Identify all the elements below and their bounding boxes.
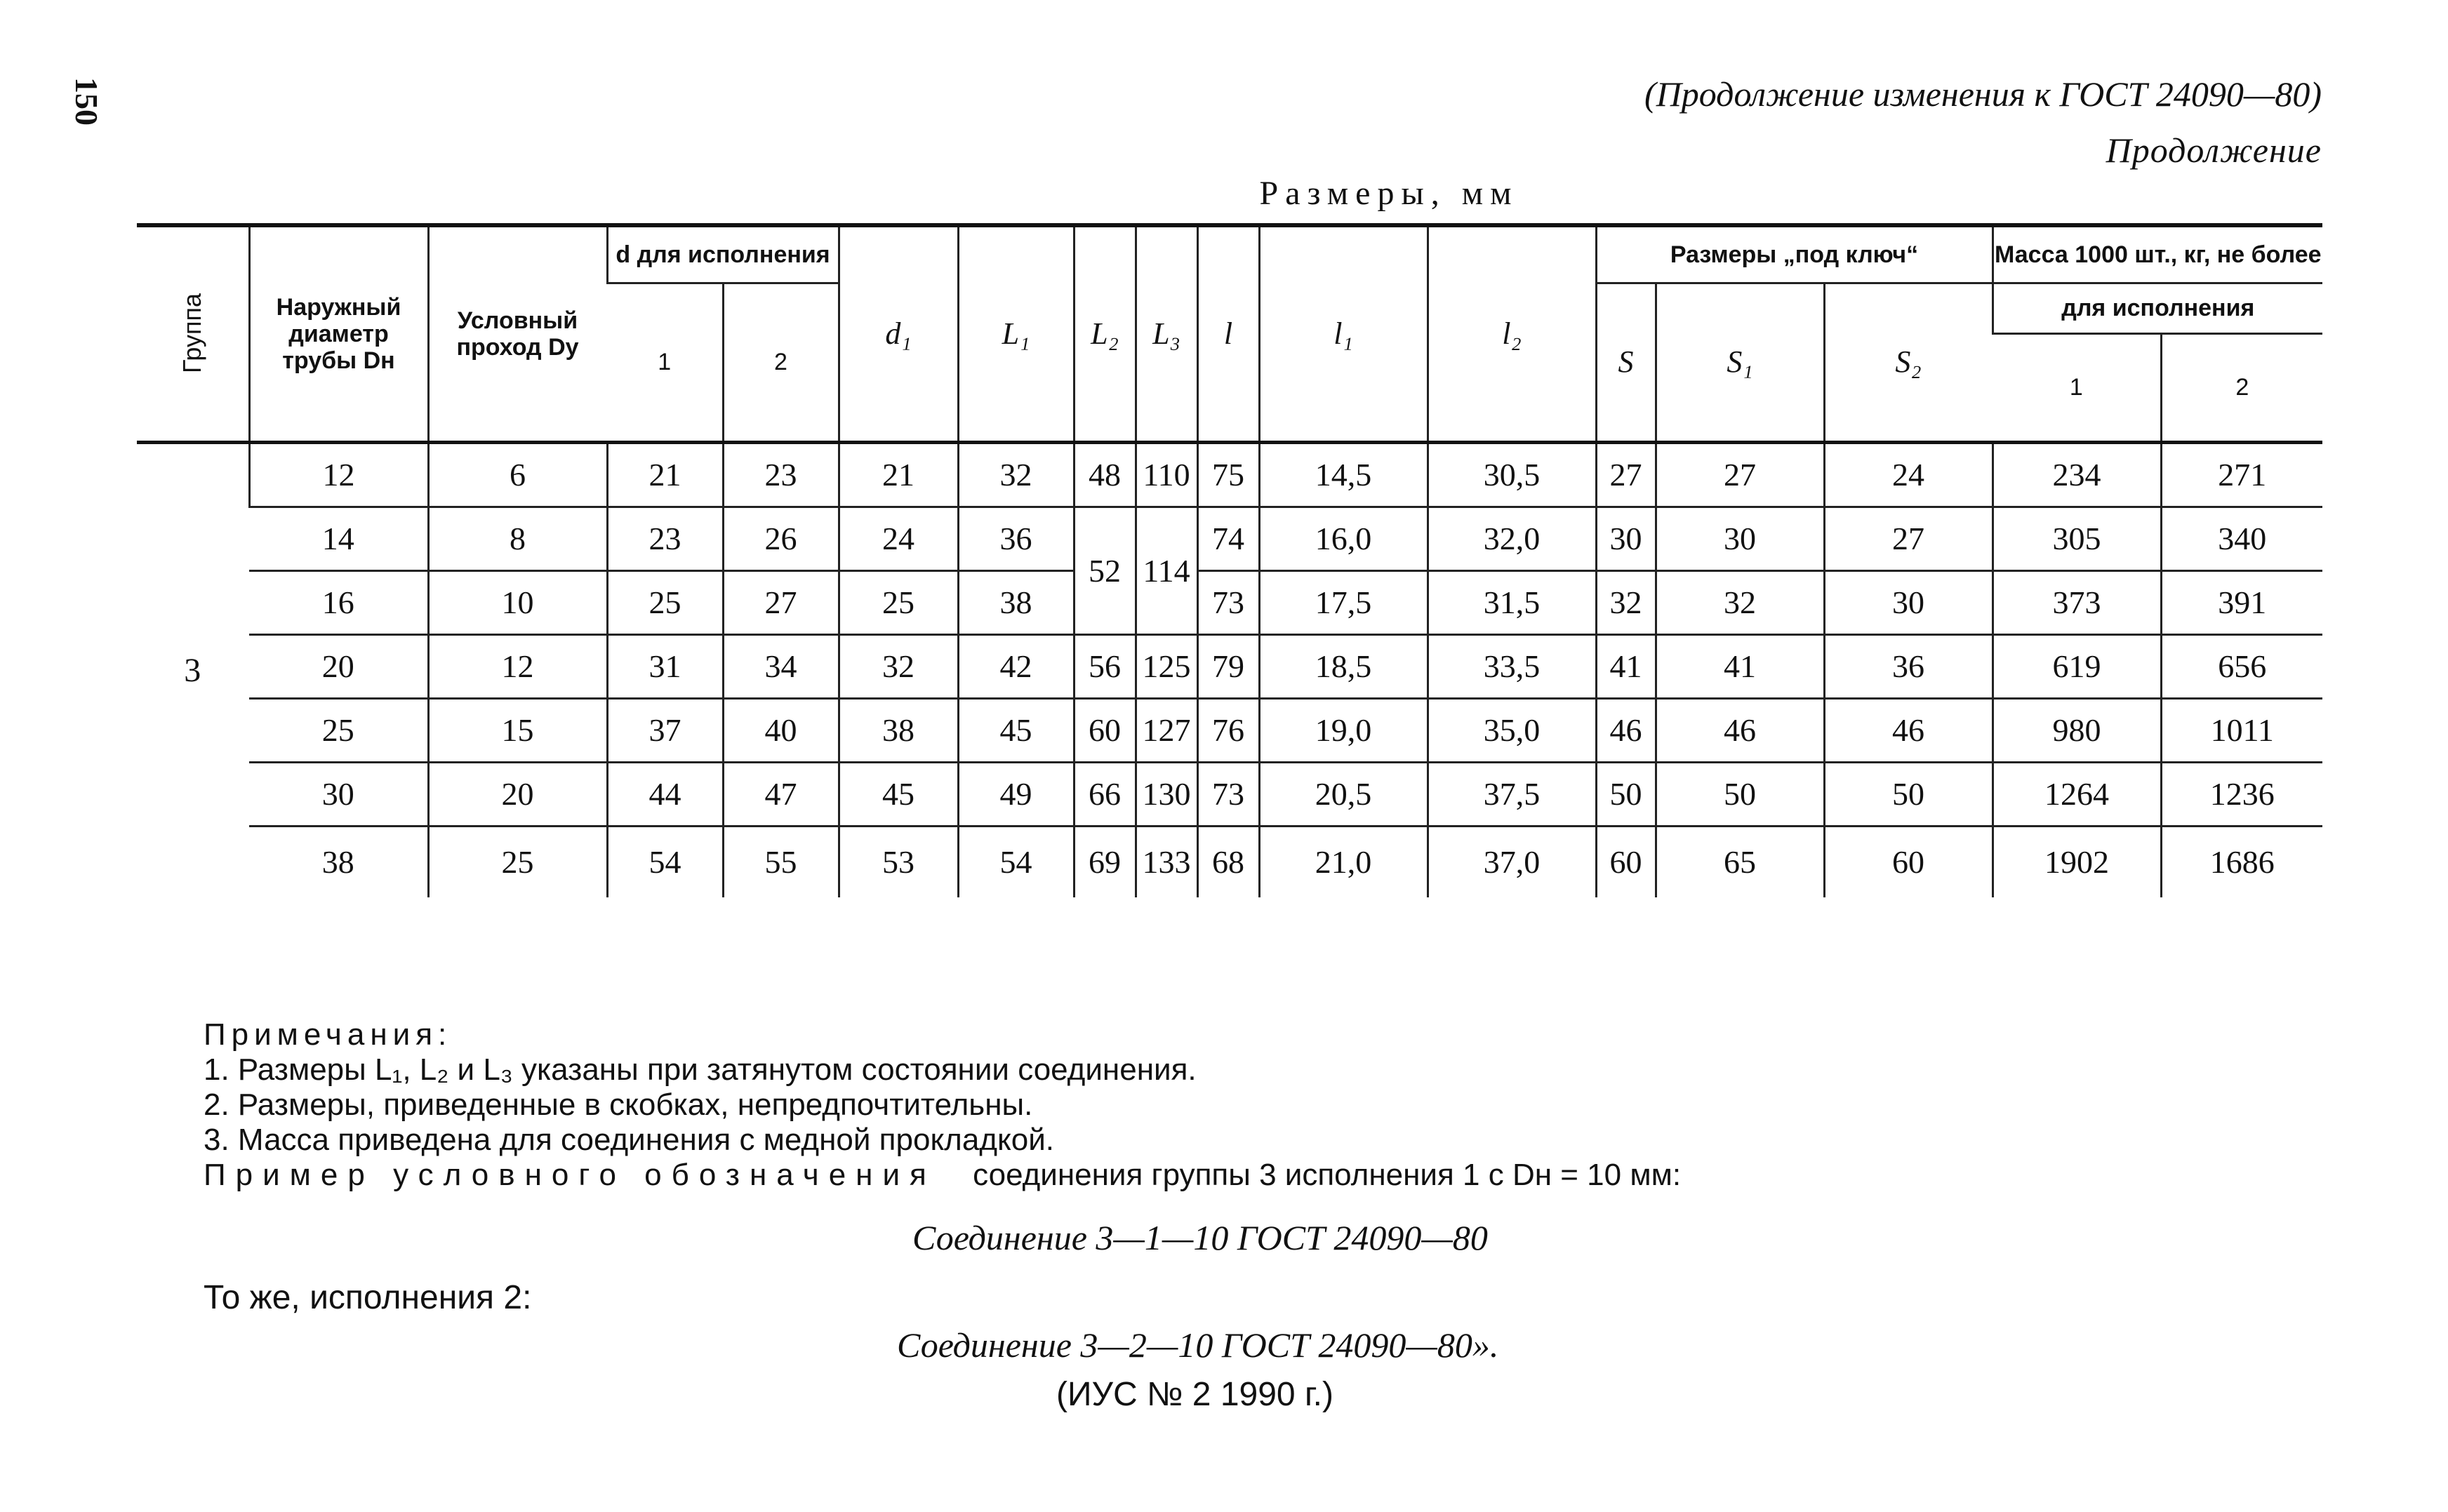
col-d1-header: d₁ <box>839 225 958 442</box>
cell-mass-1: 234 <box>1993 442 2161 507</box>
cell-mass-2: 271 <box>2161 442 2322 507</box>
cell-L2: 60 <box>1074 698 1136 762</box>
cell-L2: 66 <box>1074 762 1136 826</box>
cell-l2: 33,5 <box>1428 634 1596 698</box>
cell-mass-2: 1236 <box>2161 762 2322 826</box>
cell-d1: 45 <box>839 762 958 826</box>
table-row <box>137 698 2322 762</box>
cell-dn: 30 <box>249 762 428 826</box>
col-l2-header: l₂ <box>1428 225 1596 442</box>
cell-l1: 21,0 <box>1259 826 1428 897</box>
cell-L1: 45 <box>958 698 1074 762</box>
cell-d-1: 21 <box>607 442 723 507</box>
cell-S: 46 <box>1596 698 1656 762</box>
continuation-header: (Продолжение изменения к ГОСТ 24090—80) <box>1644 74 2322 114</box>
cell-l: 75 <box>1197 442 1259 507</box>
cell-dy: 8 <box>428 507 607 570</box>
cell-l: 76 <box>1197 698 1259 762</box>
col-l1-header: l₁ <box>1259 225 1428 442</box>
cell-mass-1: 619 <box>1993 634 2161 698</box>
cell-S1: 41 <box>1656 634 1824 698</box>
cell-d1: 53 <box>839 826 958 897</box>
table-row <box>137 507 2322 570</box>
cell-dn: 12 <box>249 442 428 507</box>
cell-S: 32 <box>1596 570 1656 634</box>
cell-l: 73 <box>1197 762 1259 826</box>
cell-l2: 37,0 <box>1428 826 1596 897</box>
cell-d-1: 25 <box>607 570 723 634</box>
cell-l2: 32,0 <box>1428 507 1596 570</box>
cell-L2: 48 <box>1074 442 1136 507</box>
table-row <box>137 442 2322 507</box>
table-row <box>137 762 2322 826</box>
cell-L3: 127 <box>1136 698 1197 762</box>
cell-l1: 18,5 <box>1259 634 1428 698</box>
note-item-3: 3. Масса приведена для соединения с медной прокладкой. <box>204 1123 1055 1157</box>
cell-dn: 20 <box>249 634 428 698</box>
cell-L3: 125 <box>1136 634 1197 698</box>
cell-S2: 30 <box>1824 570 1993 634</box>
cell-l1: 14,5 <box>1259 442 1428 507</box>
cell-dy: 20 <box>428 762 607 826</box>
col-wrench-header: Размеры „под ключ“ <box>1596 225 1993 283</box>
cell-S: 60 <box>1596 826 1656 897</box>
cell-l1: 17,5 <box>1259 570 1428 634</box>
cell-mass-1: 305 <box>1993 507 2161 570</box>
cell-l2: 30,5 <box>1428 442 1596 507</box>
col-mass-variant-1: 1 <box>1993 333 2161 442</box>
cell-d-2: 40 <box>723 698 839 762</box>
cell-d1: 32 <box>839 634 958 698</box>
cell-d-2: 55 <box>723 826 839 897</box>
page-number: 150 <box>69 77 105 126</box>
cell-d-1: 54 <box>607 826 723 897</box>
note-item-2: 2. Размеры, приведенные в скобках, непредпочтительны. <box>204 1088 1033 1122</box>
cell-L2: 69 <box>1074 826 1136 897</box>
cell-mass-2: 1686 <box>2161 826 2322 897</box>
cell-d-2: 34 <box>723 634 839 698</box>
cell-S: 50 <box>1596 762 1656 826</box>
cell-S2: 36 <box>1824 634 1993 698</box>
example-text: соединения группы 3 исполнения 1 с Dн = 10 мм: <box>973 1158 1682 1192</box>
col-nominal-bore-header: Условный проход Dу <box>428 225 607 442</box>
cell-S1: 50 <box>1656 762 1824 826</box>
cell-d1: 24 <box>839 507 958 570</box>
designation-2: Соединение 3—2—10 ГОСТ 24090—80». <box>897 1325 1499 1365</box>
cell-d-1: 31 <box>607 634 723 698</box>
cell-dy: 12 <box>428 634 607 698</box>
col-mass-header: Масса 1000 шт., кг, не более <box>1993 225 2322 283</box>
cell-dy: 25 <box>428 826 607 897</box>
ius-reference: (ИУС № 2 1990 г.) <box>1056 1376 1333 1413</box>
cell-mass-1: 373 <box>1993 570 2161 634</box>
cell-d1: 38 <box>839 698 958 762</box>
cell-mass-1: 1902 <box>1993 826 2161 897</box>
cell-d-1: 37 <box>607 698 723 762</box>
cell-d-1: 44 <box>607 762 723 826</box>
cell-l2: 35,0 <box>1428 698 1596 762</box>
designation-1: Соединение 3—1—10 ГОСТ 24090—80 <box>912 1218 1488 1257</box>
group-value: 3 <box>184 652 201 689</box>
cell-dn: 25 <box>249 698 428 762</box>
cell-S1: 30 <box>1656 507 1824 570</box>
same-variant-2: То же, исполнения 2: <box>204 1279 532 1316</box>
cell-L1: 49 <box>958 762 1074 826</box>
cell-l1: 16,0 <box>1259 507 1428 570</box>
col-outer-diameter-header: Наружный диаметр трубы Dн <box>249 225 428 442</box>
cell-l1: 20,5 <box>1259 762 1428 826</box>
col-group-header: Группа <box>137 225 249 442</box>
col-for-variant-header: для исполнения <box>1993 283 2322 333</box>
cell-L1: 54 <box>958 826 1074 897</box>
cell-L2: 52 <box>1074 507 1136 634</box>
cell-dn: 38 <box>321 844 354 880</box>
cell-L1: 32 <box>958 442 1074 507</box>
cell-S1: 65 <box>1656 826 1824 897</box>
cell-S2: 46 <box>1824 698 1993 762</box>
note-item-1: 1. Размеры L₁, L₂ и L₃ указаны при затянутом состоянии соединения. <box>204 1052 1197 1087</box>
cell-dy: 15 <box>428 698 607 762</box>
cell-l: 73 <box>1197 570 1259 634</box>
cell-L3: 133 <box>1136 826 1197 897</box>
cell-d-2: 27 <box>723 570 839 634</box>
example-label: Пример условного обозначения <box>204 1158 936 1192</box>
cell-d-1: 23 <box>607 507 723 570</box>
cell-L2: 56 <box>1074 634 1136 698</box>
cell-L3: 110 <box>1136 442 1197 507</box>
cell-d1: 21 <box>839 442 958 507</box>
cell-S2: 50 <box>1824 762 1993 826</box>
cell-S: 27 <box>1596 442 1656 507</box>
cell-L1: 38 <box>958 570 1074 634</box>
cell-dy: 6 <box>428 442 607 507</box>
cell-dn: 16 <box>249 570 428 634</box>
cell-S2: 60 <box>1824 826 1993 897</box>
cell-L1: 42 <box>958 634 1074 698</box>
cell-S1: 27 <box>1656 442 1824 507</box>
cell-L3: 114 <box>1136 507 1197 634</box>
cell-S: 30 <box>1596 507 1656 570</box>
cell-mass-2: 656 <box>2161 634 2322 698</box>
continued-label: Продолжение <box>2106 131 2322 170</box>
cell-l: 68 <box>1197 826 1259 897</box>
cell-d1: 25 <box>839 570 958 634</box>
col-L1-header: L₁ <box>958 225 1074 442</box>
cell-dn: 14 <box>249 507 428 570</box>
cell-d-2: 47 <box>723 762 839 826</box>
cell-mass-2: 340 <box>2161 507 2322 570</box>
col-S2-header: S₂ <box>1824 283 1993 442</box>
col-mass-variant-2: 2 <box>2161 333 2322 442</box>
cell-l: 79 <box>1197 634 1259 698</box>
cell-d-2: 26 <box>723 507 839 570</box>
notes-title: Примечания: <box>204 1017 453 1052</box>
dimensions-table <box>137 223 2322 897</box>
table-row <box>137 634 2322 698</box>
cell-S1: 32 <box>1656 570 1824 634</box>
cell-d-2: 23 <box>723 442 839 507</box>
cell-l: 74 <box>1197 507 1259 570</box>
table-title: Размеры, мм <box>1259 175 1519 212</box>
table-row <box>137 570 2322 634</box>
example-line <box>204 1158 2309 1193</box>
cell-l2: 37,5 <box>1428 762 1596 826</box>
cell-S: 41 <box>1596 634 1656 698</box>
col-l-header: l <box>1197 225 1259 442</box>
cell-mass-1: 1264 <box>1993 762 2161 826</box>
cell-S1: 46 <box>1656 698 1824 762</box>
cell-dy: 10 <box>428 570 607 634</box>
col-L2-header: L₂ <box>1074 225 1136 442</box>
col-d-variant-header: d для исполнения <box>607 225 839 283</box>
col-S1-header: S₁ <box>1656 283 1824 442</box>
col-S-header: S <box>1596 283 1656 442</box>
cell-L3: 130 <box>1136 762 1197 826</box>
cell-S2: 24 <box>1824 442 1993 507</box>
col-d-variant-1: 1 <box>607 283 723 442</box>
cell-L1: 36 <box>958 507 1074 570</box>
notes-section <box>204 1017 2309 1193</box>
col-d-variant-2: 2 <box>723 283 839 442</box>
cell-mass-2: 1011 <box>2161 698 2322 762</box>
col-L3-header: L₃ <box>1136 225 1197 442</box>
cell-mass-2: 391 <box>2161 570 2322 634</box>
cell-mass-1: 980 <box>1993 698 2161 762</box>
cell-S2: 27 <box>1824 507 1993 570</box>
cell-l1: 19,0 <box>1259 698 1428 762</box>
table-row <box>137 826 2322 897</box>
cell-l2: 31,5 <box>1428 570 1596 634</box>
